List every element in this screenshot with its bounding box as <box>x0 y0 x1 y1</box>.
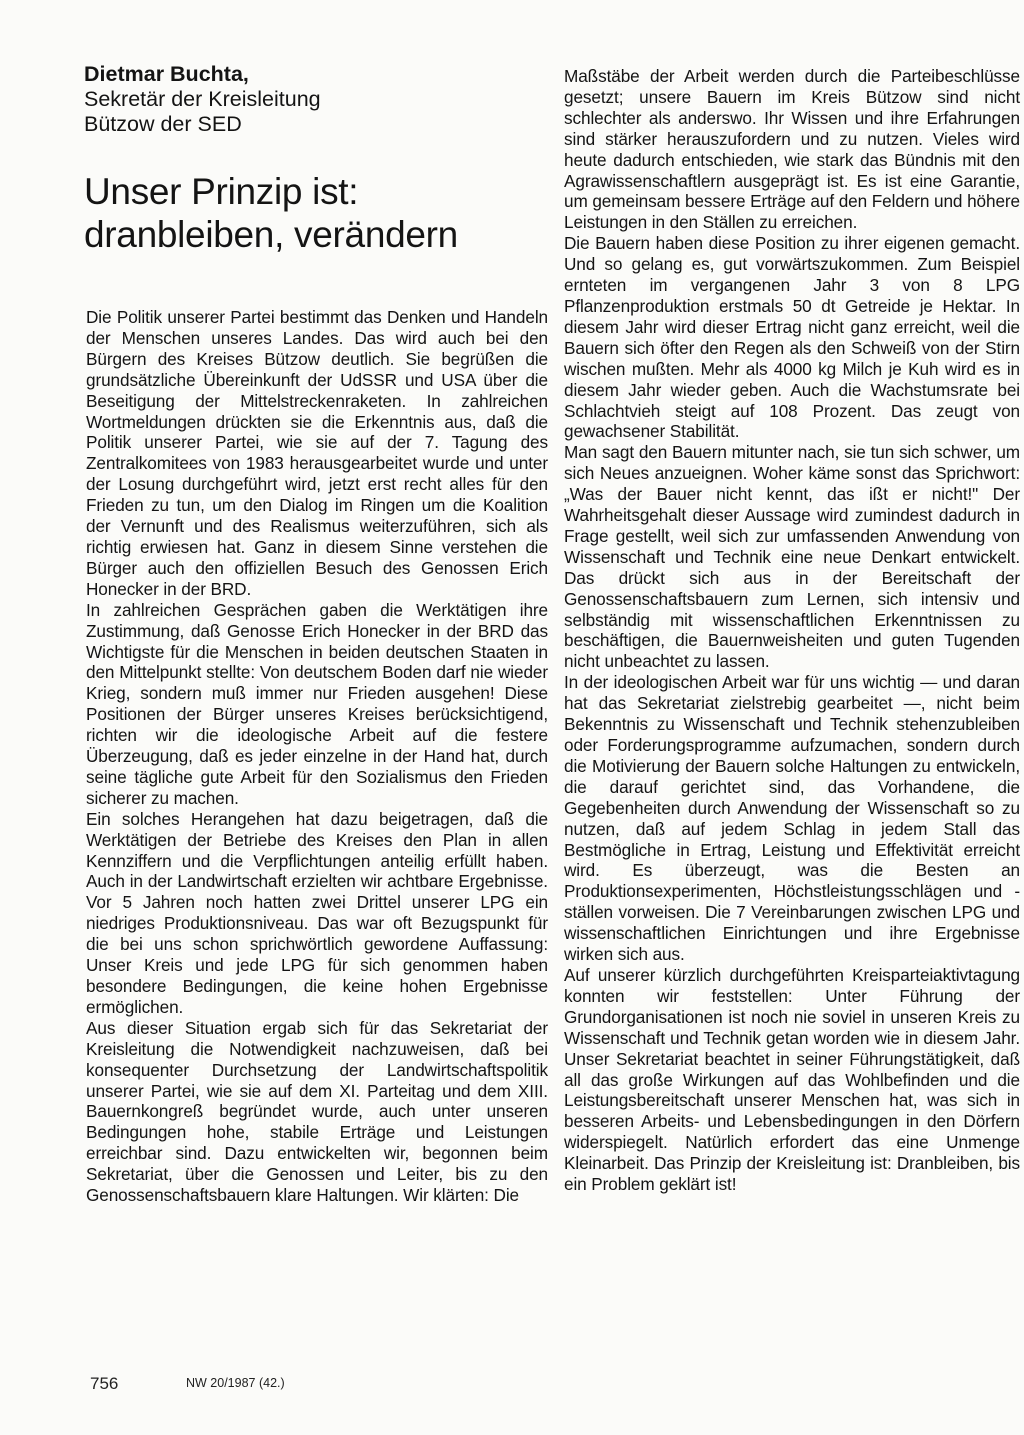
right-text-column <box>564 66 1020 1195</box>
author-organization: Bützow der SED <box>84 112 242 136</box>
right-paragraph-5: Auf unserer kürzlich durchgeführten Kreisparteiaktivtagung konnten wir feststellen: Unter Führung der Grundorganisationen ist noch nie soviel in unseren Kreis zu Wissenschaft und Technik getan worden wie in diesem Jahr. Unser Sekretariat beachtet in seiner Führungstätigkeit, daß all das große Wirkungen auf das Wohlbefinden und die Leistungsbereitschaft unserer Menschen hat, was sich in besseren Arbeits- und Lebensbedingungen in den Dörfern widerspiegelt. Natürlich erfordert das eine Unmenge Kleinarbeit. Das Prinzip der Kreisleitung ist: Dranbleiben, bis ein Problem geklärt ist! <box>564 964 1020 1195</box>
source-reference: NW 20/1987 (42.) <box>186 1376 285 1390</box>
right-paragraph-3: Man sagt den Bauern mitunter nach, sie tun sich schwer, um sich Neues anzueignen. Woher käme sonst das Sprichwort: „Was der Bauer nicht kennt, das ißt er nicht!" Der Wahrheitsgehalt dieser Aussage wird zumindest dadurch in Frage gestellt, weil sich zur umfassenden Anwendung von Wissenschaft und Technik eine neue Denkart entwickelt. Das drückt sich aus in der Bereitschaft der Genossenschaftsbauern zum Lernen, sich intensiv und selbständig mit wissenschaftlichen Erkenntnissen zu beschäftigen, die Bauernweisheiten und guten Tugenden nicht unbeachtet zu lassen. <box>564 442 1020 672</box>
right-paragraph-4: In der ideologischen Arbeit war für uns wichtig — und daran hat das Sekretariat zielstrebig gearbeitet —, nicht beim Bekenntnis zu Wissenschaft und Technik stehenzubleiben oder Forderungsprogramme aufzumachen, sondern durch die Motivierung der Bauern solche Haltungen zu entwickeln, die darauf gerichtet sind, das Vorhandene, die Gegebenheiten durch Anwendung der Wissenschaft so zu nutzen, daß auf jedem Schlag in jedem Stall das Bestmögliche in Ertrag, Leistung und Effektivität erreicht wird. Es überzeugt, was die Besten an Produktionsexperimenten, Höchstleistungsschlägen und -ställen vorweisen. Die 7 Vereinbarungen zwischen LPG und wissenschaftlichen Einrichtungen und ihre Ergebnisse wirken sich aus. <box>564 672 1020 965</box>
author-block <box>84 62 504 137</box>
headline-line-2: dranbleiben, verändern <box>84 214 458 255</box>
right-paragraph-2: Die Bauern haben diese Position zu ihrer eigenen gemacht. Und so gelang es, gut vorwärtszukommen. Zum Beispiel ernteten im vergangenen Jahr 3 von 8 LPG Pflanzenproduktion erstmals 50 dt Getreide je Hektar. In diesem Jahr wird dieser Ertrag nicht ganz erreicht, weil die Bauern sich öfter den Regen als den Schweiß von der Stirn wischen mußten. Mehr als 4000 kg Milch je Kuh wird es in diesem Jahr wieder geben. Auch die Wachstumsrate bei Schlachtvieh steigt auf 108 Prozent. Das zeugt von gewachsener Stabilität. <box>564 233 1020 442</box>
left-text-column <box>86 307 548 1206</box>
left-paragraph-2: In zahlreichen Gesprächen gaben die Werktätigen ihre Zustimmung, daß Genosse Erich Honecker in der BRD das Wichtigste für die Menschen in beiden deutschen Staaten in den Mittelpunkt stellte: Von deutschem Boden darf nie wieder Krieg, sondern muß immer nur Frieden ausgehen! Diese Positionen der Bürger unseres Kreises berücksichtigend, richten wir die ideologische Arbeit auf die festere Überzeugung, daß es jeder einzelne in der Hand hat, durch seine tägliche gute Arbeit für den Sozialismus den Frieden sicherer zu machen. <box>86 599 548 808</box>
author-role: Sekretär der Kreisleitung <box>84 87 321 111</box>
headline-line-1: Unser Prinzip ist: <box>84 171 359 212</box>
left-paragraph-1: Die Politik unserer Partei bestimmt das Denken und Handeln der Menschen unseres Landes. Das wird auch bei den Bürgern des Kreises Bützow deutlich. Sie begrüßen die grundsätzliche Übereinkunft der UdSSR und USA über die Beseitigung der Mittelstreckenraketen. In zahlreichen Wortmeldungen drückten sie die Erkenntnis aus, daß die Politik unserer Partei, wie sie auf der 7. Tagung des Zentralkomitees von 1983 herausgearbeitet wurde und unter der Losung durchgeführt wird, jetzt erst recht alles für den Frieden zu tun, um den Dialog im Ringen um die Koalition der Vernunft und des Realismus weiterzuführen, sich als richtig erwiesen hat. Ganz in diesem Sinne verstehen die Bürger auch den offiziellen Besuch des Genossen Erich Honecker in der BRD. <box>86 307 548 599</box>
article-headline <box>84 170 524 256</box>
left-paragraph-3: Ein solches Herangehen hat dazu beigetragen, daß die Werktätigen der Betriebe des Kreises den Plan in allen Kennziffern und die Verpflichtungen anteilig erfüllt haben. Auch in der Landwirtschaft erzielten wir achtbare Ergebnisse. Vor 5 Jahren noch hatten zwei Drittel unserer LPG ein niedriges Produktionsniveau. Das war oft Bezugspunkt für die bei uns schon sprichwörtlich gewordene Auffassung: Unser Kreis und jede LPG für sich genommen haben besondere Bedingungen, die keine hohen Ergebnisse ermöglichen. <box>86 808 548 1017</box>
left-paragraph-4: Aus dieser Situation ergab sich für das Sekretariat der Kreisleitung die Notwendigkeit nachzuweisen, daß bei konsequenter Durchsetzung der Landwirtschaftspolitik unserer Partei, wie sie auf dem XI. Parteitag und dem XIII. Bauernkongreß begründet wurde, auch unter unseren Bedingungen hohe, stabile Erträge und Leistungen erreichbar sind. Dazu entwickelten wir, begonnen beim Sekretariat, über die Genossen und Leiter, bis zu den Genossenschaftsbauern klare Haltungen. Wir klärten: Die <box>86 1017 548 1206</box>
page-number: 756 <box>90 1374 119 1393</box>
author-name: Dietmar Buchta, <box>84 62 249 86</box>
right-paragraph-1: Maßstäbe der Arbeit werden durch die Parteibeschlüsse gesetzt; unsere Bauern im Kreis Bützow sind nicht schlechter als anderswo. Ihr Wissen und ihre Erfahrungen sind stärker herauszufordern und zu nutzen. Vieles wird heute dadurch entschieden, wie stark das Bündnis mit den Agrawissenschaftlern ausgeprägt ist. Es ist eine Garantie, um gemeinsam bessere Erträge auf den Feldern und höhere Leistungen in den Ställen zu erreichen. <box>564 66 1020 233</box>
